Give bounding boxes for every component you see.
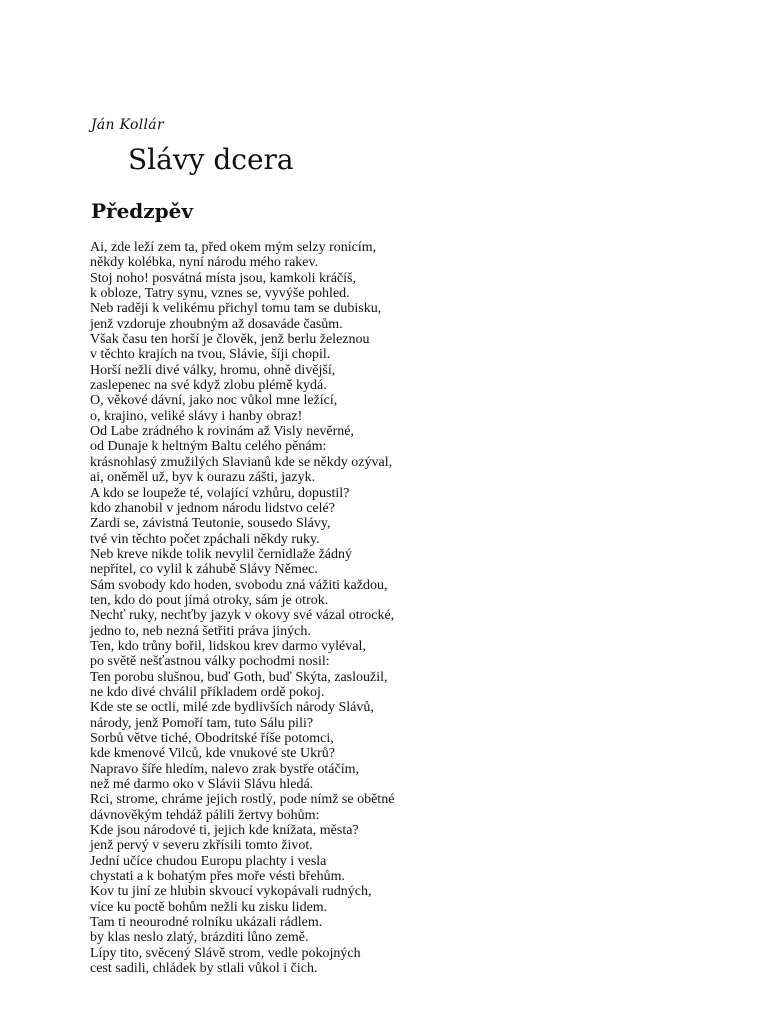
poem-line: ten, kdo do pout jímá otroky, sám je otrok.: [90, 592, 329, 608]
poem-line: Tam ti neourodné rolníku ukázali rádlem.: [90, 915, 323, 931]
poem-line: Sorbů větve tiché, Obodritské říše potomci,: [90, 731, 334, 746]
poem-line: k obloze, Tatry synu, vznes se, vyvýše pohled.: [90, 286, 350, 302]
poem-line: kdo zhanobil v jednom národu lidstvo celé?: [90, 500, 335, 516]
poem-line: národy, jenž Pomoří tam, tuto Sálu pili?: [90, 715, 314, 731]
poem-line: Kov tu jiní ze hlubin skvoucí vykopávali rudných,: [90, 884, 372, 900]
poem-line: po světě nešťastnou války pochodmi nosil:: [90, 654, 330, 670]
poem-line: někdy kolébka, nyní národu mého rakev.: [90, 255, 319, 271]
poem-line: Lípy tito, svěcený Slávě strom, vedle pokojných: [90, 945, 361, 961]
poem-line: od Dunaje k heltným Baltu celého pěnám:: [90, 439, 327, 455]
poem-line: kde kmenové Vilců, kde vnukové ste Ukrů?: [90, 746, 336, 762]
poem-line: více ku poctě bohům nežli ku zisku lidem.: [90, 899, 328, 915]
poem-line: Však času ten horší je člověk, jenž berlu železnou: [90, 332, 370, 348]
poem-line: Ten porobu slušnou, buď Goth, buď Skýta, zasloužil,: [90, 669, 388, 685]
poem-line: cest sadili, chládek by stlali vůkol i čich.: [90, 961, 318, 977]
poem-line: tvé vin těchto počet zpáchali někdy ruky.: [90, 531, 320, 547]
poem-line: ne kdo divé chválil příkladem ordě pokoj.: [90, 684, 325, 700]
poem-text: [90, 240, 430, 977]
poem-line: dávnověkým tehdáž pálili žertvy bohům:: [90, 807, 320, 823]
poem-line: jedno to, neb nezná šetřiti práva jiných.: [90, 623, 311, 639]
poem-line: Od Labe zrádného k rovinám až Visly nevěrné,: [90, 424, 355, 440]
poem-line: ai, oněměl už, byv k ourazu zášti, jazyk.: [90, 470, 316, 486]
poem-line: Kde jsou národové ti, jejich kde knížata, města?: [90, 823, 359, 839]
poem-line: Napravo šíře hledím, nalevo zrak bystře otáčím,: [90, 761, 360, 777]
poem-line: A kdo se loupeže té, volající vzhůru, dopustil?: [90, 485, 350, 501]
poem-line: Jední učíce chudou Europu plachty i vesla: [90, 853, 327, 869]
poem-line: Sám svobody kdo hoden, svobodu zná vážiti každou,: [90, 577, 388, 593]
poem-line: Neb raději k velikému přichyl tomu tam se dubisku,: [90, 301, 382, 317]
poem-title: Slávy dcera: [128, 143, 294, 176]
poem-line: by klas neslo zlatý, brázditi lůno země.: [90, 930, 309, 946]
poem-line: chystati a k bohatým přes moře vésti břehům.: [90, 869, 346, 885]
poem-line: Neb kreve nikde tolik nevylil černidlaže žádný: [90, 546, 353, 562]
poem-line: Nechť ruky, nechťby jazyk v okovy své vázal otrocké,: [90, 608, 395, 624]
poem-line: jenž vzdoruje zhoubným až dosaváde časům.: [90, 316, 343, 332]
author-name: Ján Kollár: [91, 117, 164, 133]
poem-line: Ten, kdo trůny bořil, lidskou krev darmo vyléval,: [90, 638, 366, 654]
poem-line: O, věkové dávní, jako noc vůkol mne ležící,: [90, 393, 338, 409]
poem-line: v těchto krajích na tvou, Slávie, šíji chopil.: [90, 347, 331, 363]
poem-line: Ai, zde leží zem ta, před okem mým selzy ronícím,: [90, 240, 377, 255]
poem-line: Stoj noho! posvátná místa jsou, kamkoli kráčíš,: [90, 270, 356, 286]
poem-line: Kde ste se octli, milé zde bydlivších národy Slávů,: [90, 700, 374, 716]
poem-line: nepřítel, co vylil k záhubě Slávy Němec.: [90, 562, 318, 578]
poem-line: krásnohlasý zmužilých Slavianů kde se někdy ozýval,: [90, 454, 393, 470]
poem-line: jenž perv​ý v severu zkřísili tomto život.: [90, 838, 313, 854]
poem-line: než mé darmo oko v Slávii Slávu hledá.: [90, 777, 314, 793]
poem-line: o, krajino, veliké slávy i hanby obraz!: [90, 408, 303, 424]
section-heading: Předzpěv: [91, 199, 193, 223]
poem-line: zaslepenec na své když zlobu plémě kydá.: [90, 378, 327, 394]
poem-line: Zardi se, závistná Teutonie, sousedo Slávy,: [90, 516, 331, 532]
poem-line: Horší nežli divé války, hromu, ohně divější,: [90, 362, 336, 378]
poem-line: Rci, strome, chráme jejich rostlý, pode nímž se obětné: [90, 792, 395, 808]
